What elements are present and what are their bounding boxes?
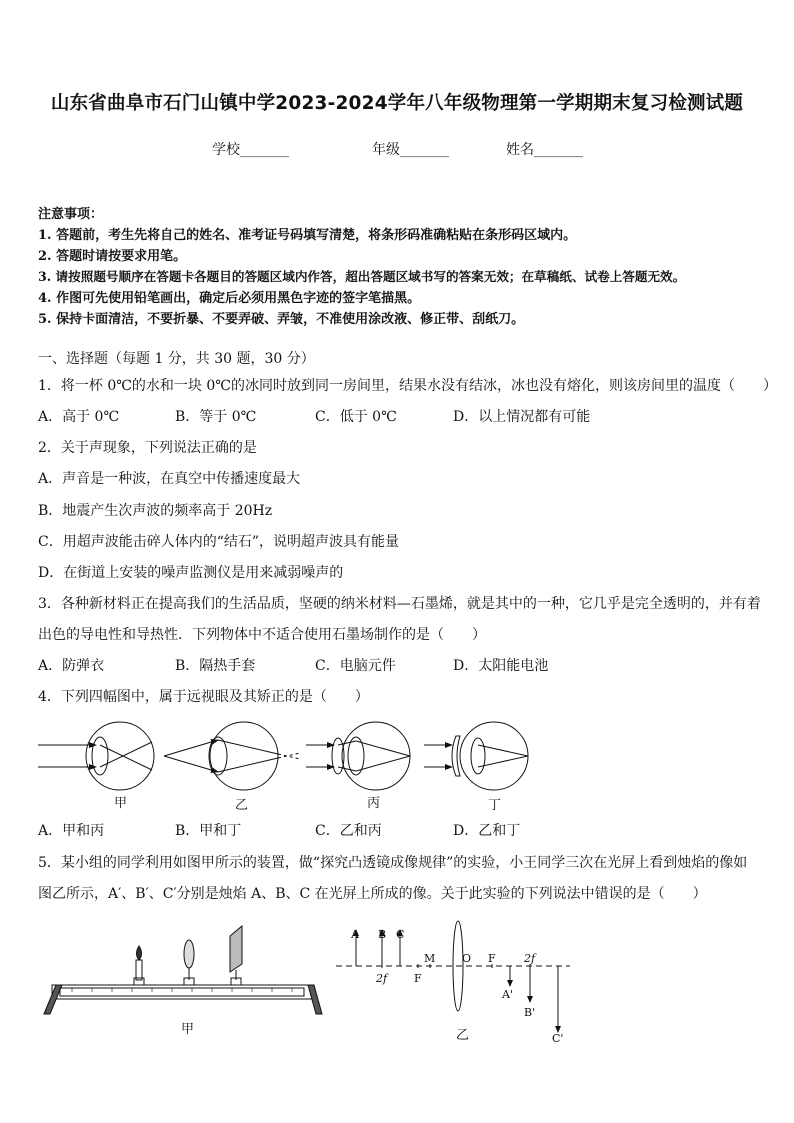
- label-c: C: [396, 928, 405, 941]
- question-3-stem: 3．各种新材料正在提高我们的生活品质，坚硬的纳米材料—石墨烯，就是其中的一种，它几乎是完全透明的，并有着: [38, 596, 761, 612]
- eye-diagram-yi: [164, 722, 300, 790]
- question-5-stem: 5．某小组的同学利用如图甲所示的装置，做“探究凸透镜成像规律”的实验，小王同学三次在光屏上看到烛焰的像如: [38, 855, 748, 871]
- label-a-prime: A': [502, 988, 513, 1001]
- figure-label-yi: 乙: [235, 798, 249, 813]
- q4-option-c: C．乙和丙: [315, 823, 382, 839]
- label-b: B: [378, 928, 387, 941]
- q4-option-b: B．甲和丁: [175, 823, 242, 839]
- label-2f-right: 2f: [524, 952, 536, 965]
- q1-option-b: B．等于 0℃: [175, 409, 257, 425]
- note-item: 3. 请按照题号顺序在答题卡各题目的答题区域内作答，超出答题区域书写的答案无效；在草稿纸、试卷上答题无效。: [38, 269, 686, 284]
- note-item: 4. 作图可先使用铅笔画出，确定后必须用黑色字迹的签字笔描黑。: [38, 291, 421, 306]
- note-item: 5. 保持卡面清洁，不要折暴、不要弄破、弄皱，不准使用涂改液、修正带、刮纸刀。: [38, 312, 525, 327]
- q3-option-a: A．防弹衣: [38, 658, 105, 674]
- label-f-right: F: [488, 952, 496, 965]
- notes-heading: 注意事项：: [38, 207, 104, 222]
- q3-option-c: C．电脑元件: [315, 658, 396, 674]
- q1-option-c: C．低于 0℃: [315, 409, 397, 425]
- figure-label-jia-2: 甲: [181, 1022, 195, 1037]
- figure-label-ding: 丁: [488, 798, 502, 813]
- eye-diagram-jia: [38, 722, 154, 790]
- eye-diagram-ding: [424, 722, 528, 790]
- q1-option-d: D．以上情况都有可能: [453, 409, 591, 425]
- q2-option-a: A．声音是一种波，在真空中传播速度最大: [38, 471, 301, 487]
- question-2-stem: 2．关于声现象，下列说法正确的是: [38, 440, 257, 456]
- q3-option-d: D．太阳能电池: [453, 658, 549, 674]
- label-2f-left: 2f: [376, 972, 388, 985]
- q4-option-a: A．甲和丙: [38, 823, 105, 839]
- question-3-stem-cont: 出色的导电性和导热性．下列物体中不适合使用石墨场制作的是（ ）: [38, 627, 486, 643]
- question-4-stem: 4．下列四幅图中，属于远视眼及其矫正的是（ ）: [38, 689, 369, 705]
- label-f-left: F: [414, 972, 422, 985]
- label-m: M: [424, 952, 436, 965]
- label-b-prime: B': [524, 1006, 536, 1019]
- q1-option-a: A．高于 0℃: [38, 409, 120, 425]
- label-c-prime: C': [552, 1032, 564, 1045]
- section-heading: 一、选择题（每题 1 分，共 30 题，30 分）: [38, 351, 315, 367]
- school-field: 学校_______: [212, 142, 289, 158]
- label-o: O: [462, 952, 472, 965]
- question-1-stem: 1．将一杯 0℃的水和一块 0℃的冰同时放到同一房间里，结果水没有结冰，冰也没有熔化，则该房间里的温度（ ）: [38, 378, 777, 394]
- q3-option-b: B．隔热手套: [175, 658, 256, 674]
- optical-bench-figure: [42, 918, 324, 1018]
- question-5-stem-cont: 图乙所示，A′、B′、C′分别是烛焰 A、B、C 在光屏上所成的像。关于此实验的下列说法中错误的是（ ）: [38, 886, 707, 902]
- figure-label-jia: 甲: [114, 796, 128, 811]
- note-item: 2. 答题时请按要求用笔。: [38, 249, 187, 264]
- figure-label-yi-2: 乙: [456, 1028, 470, 1043]
- eye-diagram-bing: [306, 722, 410, 790]
- name-field: 姓名_______: [506, 142, 583, 158]
- figure-label-bing: 丙: [367, 796, 381, 811]
- q4-option-d: D．乙和丁: [453, 823, 521, 839]
- grade-field: 年级_______: [372, 142, 449, 158]
- note-item: 1. 答题前，考生先将自己的姓名、准考证号码填写清楚，将条形码准确粘贴在条形码区域内。: [38, 228, 577, 243]
- label-a: A: [351, 928, 359, 941]
- q2-option-d: D．在街道上安装的噪声监测仪是用来减弱噪声的: [38, 565, 344, 581]
- exam-title: 山东省曲阜市石门山镇中学2023-2024学年八年级物理第一学期期末复习检测试题: [50, 93, 744, 114]
- q2-option-b: B．地震产生次声波的频率高于 20Hz: [38, 503, 273, 519]
- q2-option-c: C．用超声波能击碎人体内的“结石”，说明超声波具有能量: [38, 534, 400, 550]
